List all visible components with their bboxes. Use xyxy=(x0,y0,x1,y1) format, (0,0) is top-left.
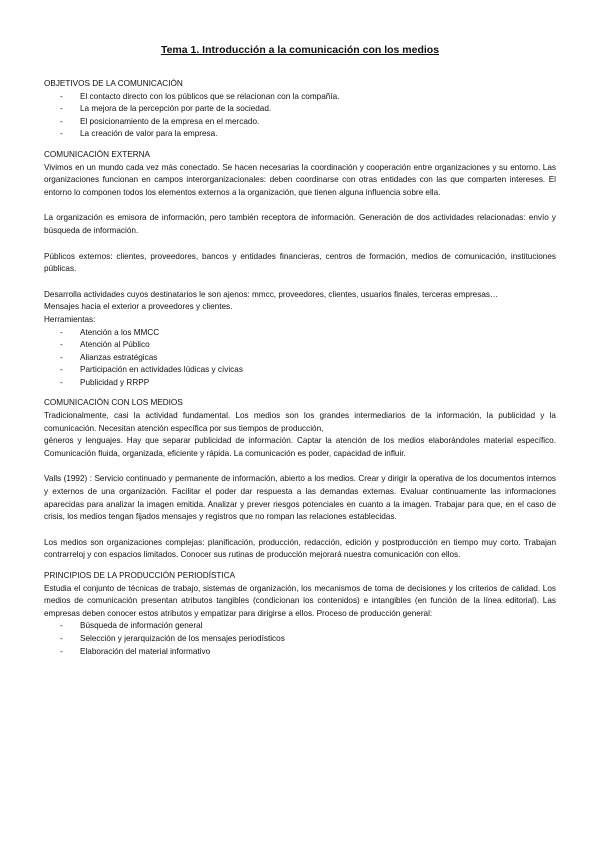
list-item: - Búsqueda de información general xyxy=(44,620,556,633)
list-item: - Elaboración del material informativo xyxy=(44,646,556,659)
paragraph: Públicos externos: clientes, proveedores, bancos y entidades financieras, centros de formación, medios de comunicación, instituciones públicas. xyxy=(44,251,556,274)
paragraph: Estudia el conjunto de técnicas de trabajo, sistemas de organización, los mecanismos de toma de decisiones y los criterios de calidad. Los medios de comunicación presentan atributos tangibles (condicionan los contenidos) e intangibles (en función de la línea editorial). Las empresas deben conocer estos atributos y empatizar para dirigirse a ellos. Proceso de producción general: xyxy=(44,583,556,618)
bullet-dash: - xyxy=(60,352,63,362)
list-item: - La creación de valor para la empresa. xyxy=(44,128,556,141)
section-heading-medios: COMUNICACIÓN CON LOS MEDIOS xyxy=(44,398,183,408)
objetivos-list xyxy=(44,91,556,141)
paragraph: Los medios son organizaciones complejas: planificación, producción, redacción, edición y postproducción en tiempo muy corto. Trabajan contrarreloj y con espacios limitados. Conocer sus rutinas de producción mejorará nuestra comunicación con ellos. xyxy=(44,537,556,560)
document-body xyxy=(44,78,556,658)
bullet-dash: - xyxy=(60,365,63,375)
paragraph: géneros y lenguajes. Hay que separar publicidad de información. Captar la atención de los medios elaborándoles material específico. Comunicación fluida, organizada, eficiente y rápida. La comunicación es poder, capacidad de influir. xyxy=(44,436,556,458)
paragraph: Vivimos en un mundo cada vez más conectado. Se hacen necesarias la coordinación y cooperación entre organizaciones y su entorno. Las organizaciones funcionan en campos interorganizacionales: deben coordinarse con otras entidades con las que comparten intereses. El entorno lo componen todos los elementos externos a la organización, que tienen alguna influencia sobre ella. xyxy=(44,162,556,197)
bullet-dash: - xyxy=(60,340,63,350)
proceso-list xyxy=(44,620,556,658)
list-item: - El posicionamiento de la empresa en el mercado. xyxy=(44,116,556,129)
list-item: - Selección y jerarquización de los mensajes periodísticos xyxy=(44,633,556,646)
bullet-dash: - xyxy=(60,621,63,631)
list-item: - Alianzas estratégicas xyxy=(44,352,556,365)
bullet-dash: - xyxy=(60,129,63,139)
paragraph: Desarrolla actividades cuyos destinatarios le son ajenos: mmcc, proveedores, clientes, usuarios finales, terceras empresas… xyxy=(44,289,499,299)
list-item: - Participación en actividades lúdicas y cívicas xyxy=(44,364,556,377)
page-title: Tema 1. Introducción a la comunicación con los medios xyxy=(160,44,440,56)
bullet-dash: - xyxy=(60,633,63,643)
paragraph: Tradicionalmente, casi la actividad fundamental. Los medios son los grandes intermediarios de la información, la publicidad y la comunicación. Necesitan atención específica por sus tiempos de producción, xyxy=(44,411,556,433)
bullet-dash: - xyxy=(60,91,63,101)
list-item: - Publicidad y RRPP xyxy=(44,377,556,390)
paragraph: Mensajes hacia el exterior a proveedores y clientes. xyxy=(44,302,233,312)
list-item: - Atención al Público xyxy=(44,339,556,352)
bullet-dash: - xyxy=(60,377,63,387)
section-heading-externa: COMUNICACIÓN EXTERNA xyxy=(44,149,150,159)
section-heading-objetivos: OBJETIVOS DE LA COMUNICACIÓN xyxy=(44,79,183,88)
list-item: - Atención a los MMCC xyxy=(44,327,556,340)
bullet-dash: - xyxy=(60,327,63,337)
section-heading-principios: PRINCIPIOS DE LA PRODUCCIÓN PERIODÍSTICA xyxy=(44,571,236,580)
list-item: - La mejora de la percepción por parte de la sociedad. xyxy=(44,103,556,116)
paragraph: Valls (1992) : Servicio continuado y permanente de información, abierto a los medios. Crear y dirigir la operativa de los documentos internos y externos de una organización. Facilitar el poder dar respuesta a las demandas externas. Evaluar continuamente las informaciones aparecidas para analizar la imagen emitida. Analizar y prever riesgos potenciales en cuanto a la imagen. Trabajar para que, en el caso de crisis, los medios tengan fijados mensajes y registros que no rompan las relaciones establecidas. xyxy=(44,474,556,522)
herramientas-label: Herramientas: xyxy=(44,314,96,324)
herramientas-list xyxy=(44,327,556,390)
paragraph: La organización es emisora de información, pero también receptora de información. Generación de dos actividades relacionadas: envío y búsqueda de información. xyxy=(44,213,556,235)
list-item: - El contacto directo con los públicos que se relacionan con la compañía. xyxy=(44,91,556,104)
bullet-dash: - xyxy=(60,116,63,126)
bullet-dash: - xyxy=(60,646,63,656)
bullet-dash: - xyxy=(60,104,63,114)
